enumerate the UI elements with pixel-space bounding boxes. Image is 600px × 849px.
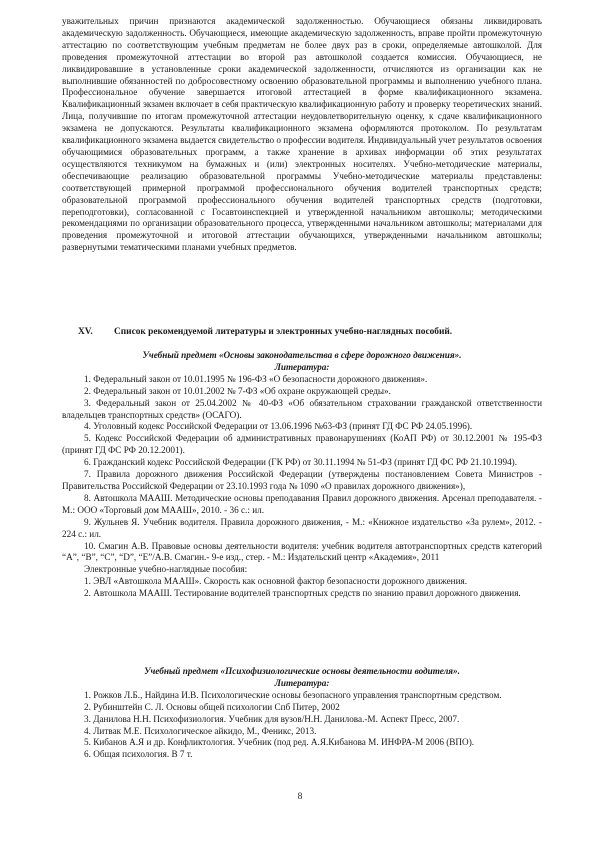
literature-item: 2. Рубинштейн С. Л. Основы общей психологии Спб Питер, 2002 (84, 701, 340, 712)
section-title: Список рекомендуемой литературы и электронных учебно-наглядных пособий. (114, 327, 453, 337)
literature-item: 4. Литвак М.Е. Психологическое айкидо, М., Феникс, 2013. (84, 725, 317, 736)
literature-item: 6. Гражданский кодекс Российской Федерации (ГК РФ) от 30.11.1994 № 51-ФЗ (принят ГД ФС РФ 21.10.1994). (84, 457, 518, 468)
visual-aid-item: 2. Автошкола МААШ. Тестирование водителей транспортных средств по знанию правил дорожного движения. (84, 588, 521, 599)
subject-1-title: Учебный предмет «Основы законодательства в сфере дорожного движения». (142, 350, 462, 360)
literature-item: 10. Смагин А.В. Правовые основы деятельности водителя: учебник водителя автотранспортных средств категорий “А”, “В”, “С”, “D”, “Е”/А.В. Смагин.- 9-е изд., стер. - М.: Издательский центр «Академия», 2011 (62, 540, 542, 563)
literature-item: 1. Федеральный закон от 10.01.1995 № 196-ФЗ «О безопасности дорожного движения». (84, 373, 428, 384)
section-heading (78, 327, 548, 339)
section-number: XV. (78, 327, 93, 337)
literature-item: 2. Федеральный закон от 10.01.2002 № 7-ФЗ «Об охране окружающей среды». (84, 385, 391, 396)
subject-2-title: Учебный предмет «Психофизиологические основы деятельности водителя». (144, 666, 460, 676)
intro-paragraph: уважительных причин признаются академической задолженностью. Обучающиеся обязаны ликвидировать академическую задолженность. Обучающиеся, имеющие академическую задолженность, вправе пройти промежуточную аттестацию по соответствующим учебным предметам не более двух раз в сроки, определяемые автошколой. Для проведения промежуточной аттестации во второй раз автошколой создается комиссия. Обучающиеся, не ликвидировавшие в установленные сроки академической задолженности, отчисляются из организации как не выполнившие обязанностей по добросовестному освоению образовательной программы и выполнению учебного плана. Профессиональное обучение завершается итоговой аттестацией в форме квалификационного экзамена. Квалификационный экзамен включает в себя практическую квалификационную работу и проверку теоретических знаний. Лица, получившие по итогам промежуточной аттестации неудовлетворительную оценку, к сдаче квалификационного экзамена не допускаются. Результаты квалификационного экзамена оформляются протоколом. По результатам квалификационного экзамена выдается свидетельство о профессии водителя. Индивидуальный учет результатов освоения обучающимися образовательных программ, а также хранение в архивах информации об этих результатах осуществляются техникумом на бумажных и (или) электронных носителях. Учебно-методические материалы, обеспечивающие реализацию образовательной программы Учебно-методические материалы представлены: соответствующей примерной программой профессионального обучения водителей транспортных средств; образовательной программой профессионального обучения водителей транспортных средств (подготовки, переподготовки), согласованной с Госавтоинспекцией и утвержденной начальником автошколы; методическими рекомендациями по организации образовательного процесса, утвержденными начальником автошколы; материалами для проведения промежуточной и итоговой аттестации обучающихся, утвержденными начальником автошколы; развернутыми тематическими планами учебных предметов. (62, 16, 542, 253)
literature-item: 9. Жульнев Я. Учебник водителя. Правила дорожного движения, - М.: «Книжное издательство «За рулем», 2012. - 224 с.: ил. (62, 516, 542, 539)
literature-item: 4. Уголовный кодекс Российской Федерации от 13.06.1996 №63-ФЗ (принят ГД ФС РФ 24.05.1996). (84, 421, 473, 432)
page-number: 8 (297, 792, 303, 802)
literature-item: 3. Данилова Н.Н. Психофизиология. Учебник для вузов/Н.Н. Данилова.-М. Аспект Пресс, 2007. (84, 713, 460, 724)
subject-2-block (62, 666, 542, 761)
visual-aids-label: Электронные учебно-наглядные пособия: (84, 564, 248, 575)
literature-item: 5. Кодекс Российской Федерации об административных правонарушениях (КоАП РФ) от 30.12.2001 № 195-ФЗ (принят ГД ФС РФ 20.12.2001). (62, 433, 542, 456)
subject-1-literature-label: Литература: (274, 361, 330, 372)
literature-item: 8. Автошкола МААШ. Методические основы преподавания Правил дорожного движения. Арсенал преподавателя. - М.: ООО «Торговый дом МААШ», 2010. - 36 с.: ил. (62, 492, 542, 515)
literature-item: 6. Общая психология. В 7 т. (84, 749, 193, 760)
subject-1-block (62, 350, 542, 600)
visual-aid-item: 1. ЭВЛ «Автошкола МААШ». Скорость как основной фактор безопасности дорожного движения. (84, 576, 468, 587)
subject-2-literature-label: Литература: (274, 677, 330, 688)
literature-item: 1. Рожков Л.Б., Найдина И.В. Психологические основы безопасного управления транспортным средством. (84, 689, 502, 700)
literature-item: 3. Федеральный закон от 25.04.2002 № 40-ФЗ «Об обязательном страховании гражданской ответственности владельцев транспортных средств» (ОСАГО). (62, 397, 542, 420)
literature-item: 5. Кибанов А.Я и др. Конфликтология. Учебник (под ред. А.Я.Кибанова М. ИНФРА-М 2006 (ВПО). (84, 737, 475, 748)
literature-item: 7. Правила дорожного движения Российской Федерации (утверждены постановлением Совета Министров - Правительства Российской Федерации от 23.10.1993 года № 1090 «О правилах дорожного движения»), (62, 469, 542, 491)
